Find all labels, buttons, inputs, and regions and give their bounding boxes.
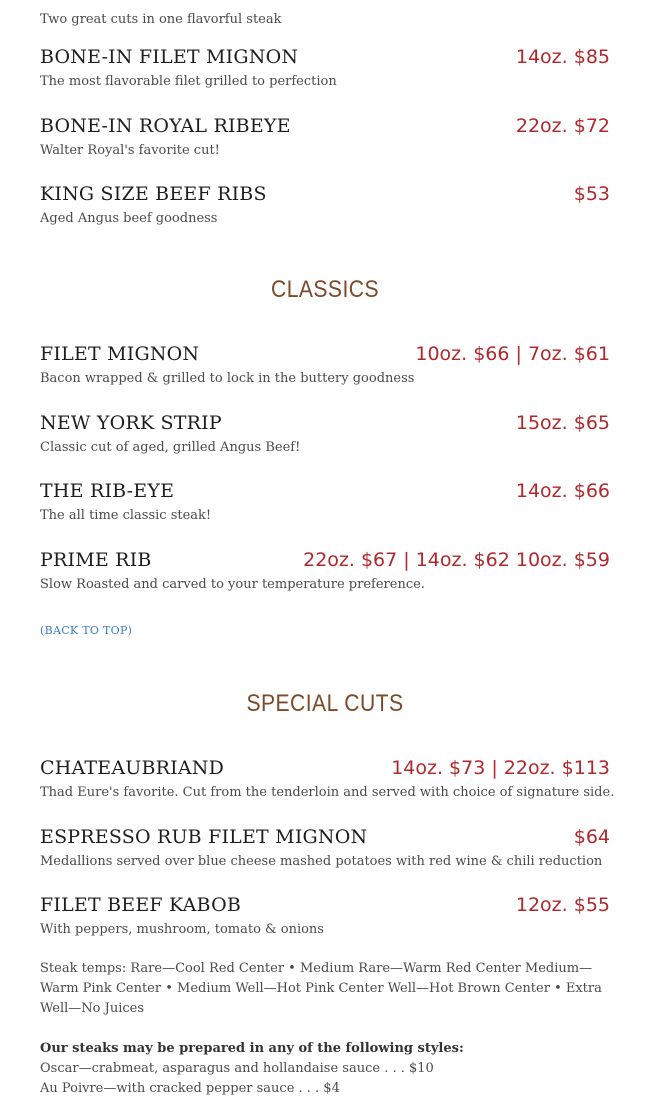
style-option: Oscar—crabmeat, asparagus and hollandaise sauce . . . $10	[40, 1061, 434, 1076]
styles-block	[40, 1039, 615, 1099]
item-name: PRIME RIB	[40, 549, 152, 571]
item-price: 22oz. $72	[515, 115, 610, 137]
item-name: FILET BEEF KABOB	[40, 894, 242, 916]
item-description: Thad Eure's favorite. Cut from the tenderloin and served with choice of signature side.	[40, 785, 615, 800]
item-price: $64	[573, 826, 610, 848]
item-price: 14oz. $85	[515, 46, 610, 68]
section-title-special-cuts: SPECIAL CUTS	[246, 690, 404, 717]
item-name: BONE-IN ROYAL RIBEYE	[40, 115, 291, 137]
item-name: FILET MIGNON	[40, 343, 200, 365]
item-price: 14oz. $66	[515, 480, 610, 502]
item-description: Two great cuts in one flavorful steak	[40, 12, 282, 27]
section-title-classics: CLASSICS	[271, 276, 379, 303]
item-description: Slow Roasted and carved to your temperature preference.	[40, 577, 425, 592]
item-price: 10oz. $66 | 7oz. $61	[415, 343, 610, 365]
item-name: CHATEAUBRIAND	[40, 757, 225, 779]
item-price: $53	[573, 183, 610, 205]
item-description: Medallions served over blue cheese mashed potatoes with red wine & chili reduction	[40, 854, 603, 869]
item-description: Aged Angus beef goodness	[40, 211, 218, 226]
item-price: 12oz. $55	[515, 894, 610, 916]
item-name: KING SIZE BEEF RIBS	[40, 183, 267, 205]
item-description: The most flavorable filet grilled to perfection	[40, 74, 337, 89]
styles-heading: Our steaks may be prepared in any of the following styles:	[40, 1041, 464, 1056]
item-price: 14oz. $73 | 22oz. $113	[391, 757, 610, 779]
item-description: With peppers, mushroom, tomato & onions	[40, 922, 324, 937]
item-description: Bacon wrapped & grilled to lock in the buttery goodness	[40, 371, 415, 386]
item-name: NEW YORK STRIP	[40, 412, 222, 434]
item-description: Classic cut of aged, grilled Angus Beef!	[40, 440, 301, 455]
item-price: 22oz. $67 | 14oz. $62 10oz. $59	[303, 549, 610, 571]
item-description: Walter Royal's favorite cut!	[40, 143, 220, 158]
item-name: BONE-IN FILET MIGNON	[40, 46, 299, 68]
item-name: THE RIB-EYE	[40, 480, 175, 502]
item-description: The all time classic steak!	[40, 508, 212, 523]
steak-temps-note: Steak temps: Rare—Cool Red Center • Medium Rare—Warm Red Center Medium—Warm Pink Center • Medium Well—Hot Pink Center Well—Hot Brown Center • Extra Well—No Juices	[40, 961, 602, 1016]
style-option: Au Poivre—with cracked pepper sauce . . . $4	[40, 1081, 340, 1096]
back-to-top-link[interactable]: (BACK TO TOP)	[40, 624, 133, 637]
item-price: 15oz. $65	[515, 412, 610, 434]
item-name: ESPRESSO RUB FILET MIGNON	[40, 826, 368, 848]
